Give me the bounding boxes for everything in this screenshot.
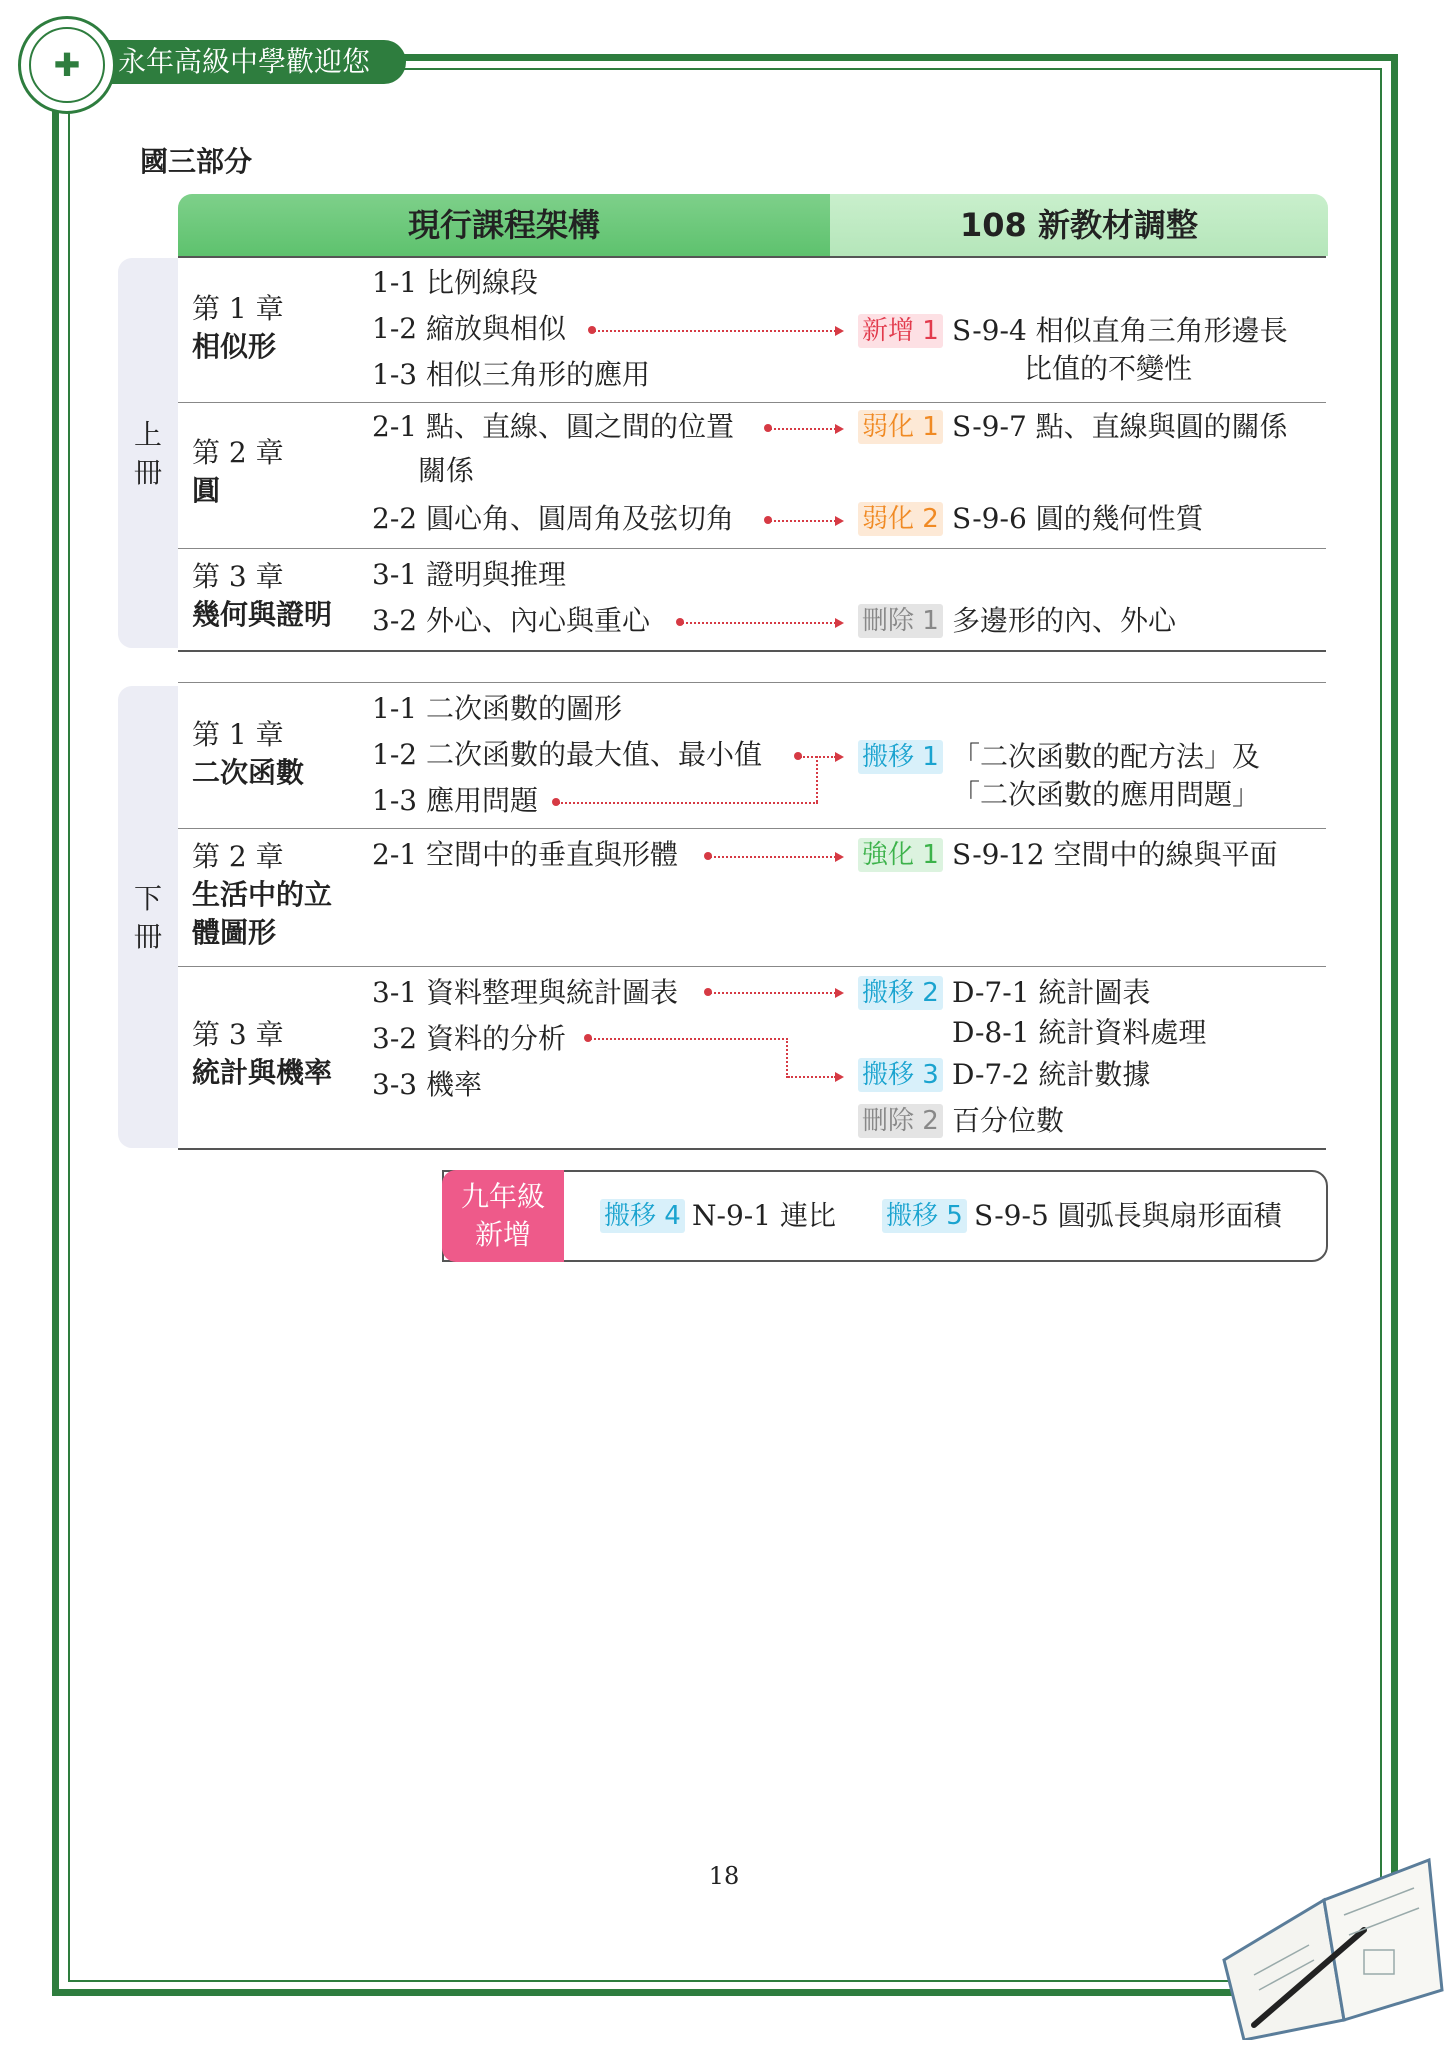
lower-ch1-adj-line1: 「二次函數的配方法」及 [952, 740, 1261, 773]
divider [178, 256, 1326, 258]
section-title: 國三部分 [140, 145, 253, 178]
upper-ch2-name: 圓 [192, 474, 221, 507]
lower-ch3-adj3: 百分位數 [952, 1104, 1065, 1137]
divider [178, 1148, 1326, 1150]
lower-ch3-adj1a: D-7-1 統計圖表 [952, 976, 1151, 1009]
lower-ch1-item3: 1-3 應用問題 [372, 784, 538, 817]
mapping-arrow [788, 1076, 836, 1078]
upper-ch1-item1: 1-1 比例線段 [372, 266, 538, 299]
upper-ch3-item1: 3-1 證明與推理 [372, 558, 566, 591]
upper-ch1-title [192, 290, 284, 366]
volume-label-upper [128, 416, 168, 492]
grade9-head-line1: 九年級 [460, 1180, 545, 1213]
mapping-arrow [594, 330, 836, 332]
lower-ch2-name-line1: 生活中的立 [192, 878, 333, 911]
lower-ch1-item2: 1-2 二次函數的最大值、最小值 [372, 738, 762, 771]
connector-line [590, 1038, 788, 1040]
school-name-banner: 永年高級中學歡迎您 [96, 40, 406, 84]
tag-delete-1: 刪除 1 [858, 604, 943, 638]
upper-ch2-title [192, 434, 284, 510]
upper-ch2-adj2: S-9-6 圓的幾何性質 [952, 502, 1204, 535]
upper-ch2-adj1: S-9-7 點、直線與圓的關係 [952, 410, 1288, 443]
upper-ch1-adj-line1: S-9-4 相似直角三角形邊長 [952, 314, 1288, 347]
upper-ch2-item1a: 2-1 點、直線、圓之間的位置 [372, 410, 734, 443]
volume-label-lower-text: 下冊 [133, 882, 162, 953]
logo-emblem-icon: ✚ [53, 46, 81, 84]
upper-ch3-name: 幾何與證明 [192, 598, 333, 631]
divider [178, 682, 1326, 683]
upper-ch1-name: 相似形 [192, 330, 277, 363]
lower-ch2-item: 2-1 空間中的垂直與形體 [372, 838, 678, 871]
upper-ch2-item1b: 關係 [418, 454, 475, 487]
lower-ch3-adj1b: D-8-1 統計資料處理 [952, 1016, 1207, 1049]
tag-move-2: 搬移 2 [858, 976, 943, 1010]
tag-weaken-1: 弱化 1 [858, 410, 943, 444]
divider [178, 402, 1326, 403]
mapping-arrow [682, 622, 836, 624]
volume-label-lower [128, 880, 168, 956]
upper-ch3-item2: 3-2 外心、內心與重心 [372, 604, 650, 637]
volume-label-upper-text: 上冊 [133, 418, 162, 489]
lower-ch3-adj2: D-7-2 統計數據 [952, 1058, 1151, 1091]
tag-move-1: 搬移 1 [858, 740, 943, 774]
tag-move-3: 搬移 3 [858, 1058, 943, 1092]
upper-ch1-item3: 1-3 相似三角形的應用 [372, 358, 650, 391]
upper-ch1-num: 第 1 章 [192, 292, 284, 325]
table-header-new [830, 194, 1328, 256]
lower-ch2-title [192, 838, 332, 952]
table-header-current [178, 194, 830, 256]
divider [178, 650, 1326, 652]
upper-ch1-item2: 1-2 縮放與相似 [372, 312, 566, 345]
upper-ch3-title [192, 558, 332, 634]
grade9-additions-label [442, 1170, 564, 1262]
upper-ch2-num: 第 2 章 [192, 436, 284, 469]
divider [178, 548, 1326, 549]
mapping-arrow [770, 520, 836, 522]
grade9-head-line2: 新增 [474, 1218, 531, 1251]
lower-ch3-item2: 3-2 資料的分析 [372, 1022, 566, 1055]
tag-add-1: 新增 1 [858, 314, 943, 348]
upper-ch2-item2: 2-2 圓心角、圓周角及弦切角 [372, 502, 734, 535]
connector-line [786, 1038, 788, 1078]
school-logo [18, 16, 116, 114]
divider [178, 966, 1326, 967]
tag-move-5: 搬移 5 [882, 1199, 967, 1233]
lower-ch3-item1: 3-1 資料整理與統計圖表 [372, 976, 678, 1009]
upper-ch3-num: 第 3 章 [192, 560, 284, 593]
lower-ch2-name-line2: 體圖形 [192, 916, 277, 949]
tag-delete-2: 刪除 2 [858, 1104, 943, 1138]
divider [178, 828, 1326, 829]
mapping-arrow [800, 756, 836, 758]
mapping-arrow [710, 992, 836, 994]
page-number: 18 [708, 1862, 740, 1890]
lower-ch3-title [192, 1016, 332, 1092]
mapping-arrow [770, 428, 836, 430]
lower-ch1-title [192, 716, 304, 792]
connector-line [816, 756, 818, 802]
lower-ch1-item1: 1-1 二次函數的圖形 [372, 692, 622, 725]
lower-ch3-num: 第 3 章 [192, 1018, 284, 1051]
table-header-current-label: 現行課程架構 [407, 206, 600, 244]
table-header-new-label: 108 新教材調整 [960, 206, 1198, 244]
grade9-item2: S-9-5 圓弧長與扇形面積 [974, 1199, 1282, 1232]
tag-move-4: 搬移 4 [600, 1199, 685, 1233]
lower-ch3-name: 統計與機率 [192, 1056, 333, 1089]
lower-ch3-item3: 3-3 機率 [372, 1068, 482, 1101]
lower-ch1-name: 二次函數 [192, 756, 305, 789]
mapping-arrow [710, 856, 836, 858]
lower-ch1-adj-line2: 「二次函數的應用問題」 [952, 778, 1261, 811]
grade9-item1: N-9-1 連比 [692, 1199, 836, 1232]
lower-ch2-num: 第 2 章 [192, 840, 284, 873]
lower-ch1-num: 第 1 章 [192, 718, 284, 751]
connector-line [558, 802, 818, 804]
upper-ch1-adj-line2: 比值的不變性 [1024, 352, 1193, 385]
tag-strengthen-1: 強化 1 [858, 838, 943, 872]
book-illustration [1214, 1840, 1444, 2040]
upper-ch3-adj: 多邊形的內、外心 [952, 604, 1177, 637]
tag-weaken-2: 弱化 2 [858, 502, 943, 536]
lower-ch2-adj: S-9-12 空間中的線與平面 [952, 838, 1278, 871]
